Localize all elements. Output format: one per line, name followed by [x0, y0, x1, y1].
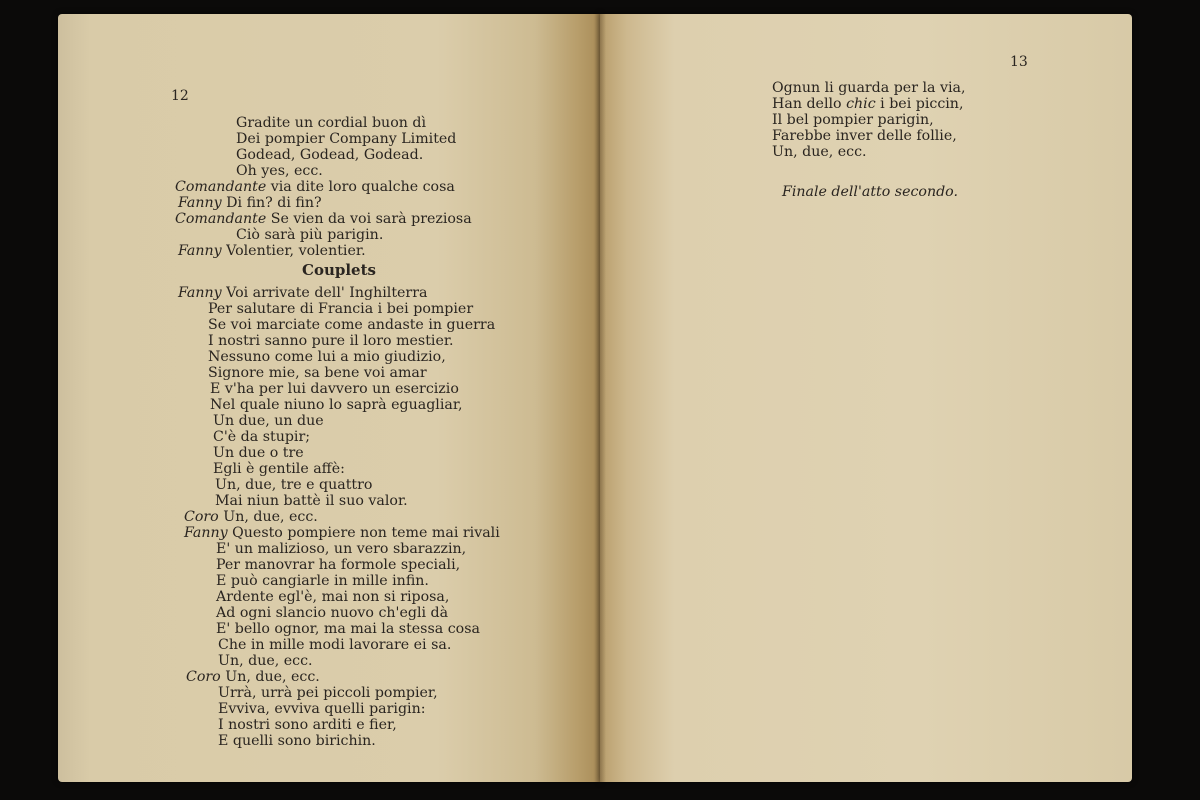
verse-line: Un, due, ecc.	[218, 653, 313, 669]
line-text: Di fin? di fin?	[221, 195, 322, 211]
verse-line: Un due, un due	[213, 413, 324, 429]
verse-line: I nostri sono arditi e fier,	[218, 717, 397, 733]
line-text: via dite loro qualche cosa	[266, 179, 455, 195]
verse-line: C'è da stupir;	[213, 429, 311, 445]
verse-line	[184, 525, 500, 541]
page-number-left: 12	[171, 88, 189, 104]
verse-line: Ognun li guarda per la via,	[772, 80, 966, 96]
verse-line: Farebbe inver delle follie,	[772, 128, 957, 144]
speaker-name: Coro	[184, 509, 219, 525]
verse-line: Gradite un cordial buon dì	[236, 115, 427, 131]
right-page	[600, 14, 1132, 782]
finale-caption: Finale dell'atto secondo.	[782, 184, 958, 200]
speaker-name: Fanny	[178, 243, 222, 259]
speaker-name: Fanny	[178, 285, 222, 301]
verse-line	[178, 243, 366, 259]
verse-line: Urrà, urrà pei piccoli pompier,	[218, 685, 438, 701]
line-text: Volentier, volentier.	[221, 243, 366, 259]
verse-line	[175, 179, 455, 195]
verse-line: Ad ogni slancio nuovo ch'egli dà	[216, 605, 449, 621]
speaker-name: Coro	[186, 669, 221, 685]
verse-line: E quelli sono birichin.	[218, 733, 376, 749]
line-text: Un, due, ecc.	[220, 669, 320, 685]
verse-line: Evviva, evviva quelli parigin:	[218, 701, 426, 717]
verse-line: E' bello ognor, ma mai la stessa cosa	[216, 621, 480, 637]
verse-line: Ciò sarà più parigin.	[236, 227, 384, 243]
couplets-heading: Couplets	[302, 261, 376, 279]
verse-line: Un, due, ecc.	[772, 144, 867, 160]
book-gutter	[594, 14, 606, 782]
verse-line: Nessuno come lui a mio giudizio,	[208, 349, 446, 365]
verse-line	[186, 669, 320, 685]
line-text: Un, due, ecc.	[218, 509, 318, 525]
verse-line	[175, 211, 472, 227]
open-booklet	[58, 14, 1132, 782]
verse-line: Per manovrar ha formole speciali,	[216, 557, 461, 573]
verse-line	[178, 285, 427, 301]
verse-line: E può cangiarle in mille infin.	[216, 573, 429, 589]
line-text: i bei piccin,	[875, 96, 964, 112]
line-text: Se vien da voi sarà preziosa	[266, 211, 472, 227]
line-text: Questo pompiere non teme mai rivali	[227, 525, 500, 541]
verse-line: Se voi marciate come andaste in guerra	[208, 317, 496, 333]
verse-line	[178, 195, 322, 211]
verse-line: Godead, Godead, Godead.	[236, 147, 424, 163]
speaker-name: Fanny	[184, 525, 228, 541]
speaker-name: Comandante	[175, 211, 267, 227]
verse-line: I nostri sanno pure il loro mestier.	[208, 333, 454, 349]
verse-line	[184, 509, 318, 525]
verse-line: Egli è gentile affè:	[213, 461, 345, 477]
verse-line: E' un malizioso, un vero sbarazzin,	[216, 541, 467, 557]
verse-line: Mai niun battè il suo valor.	[215, 493, 408, 509]
line-text: Voi arrivate dell' Inghilterra	[221, 285, 428, 301]
verse-line: E v'ha per lui davvero un esercizio	[210, 381, 459, 397]
verse-line: Per salutare di Francia i bei pompier	[208, 301, 474, 317]
verse-line: Il bel pompier parigin,	[772, 112, 934, 128]
verse-line	[772, 96, 963, 112]
verse-line: Un due o tre	[213, 445, 304, 461]
left-page	[58, 14, 600, 782]
verse-line: Che in mille modi lavorare ei sa.	[218, 637, 452, 653]
speaker-name: Fanny	[178, 195, 222, 211]
verse-line: Signore mie, sa bene voi amar	[208, 365, 427, 381]
emphasis-word: chic	[846, 96, 876, 112]
verse-line: Ardente egl'è, mai non si riposa,	[216, 589, 450, 605]
speaker-name: Comandante	[175, 179, 267, 195]
verse-line: Nel quale niuno lo saprà eguagliar,	[210, 397, 463, 413]
verse-line: Un, due, tre e quattro	[215, 477, 373, 493]
verse-line: Dei pompier Company Limited	[236, 131, 457, 147]
page-number-right: 13	[1010, 54, 1028, 70]
line-text: Han dello	[772, 96, 847, 112]
verse-line: Oh yes, ecc.	[236, 163, 323, 179]
